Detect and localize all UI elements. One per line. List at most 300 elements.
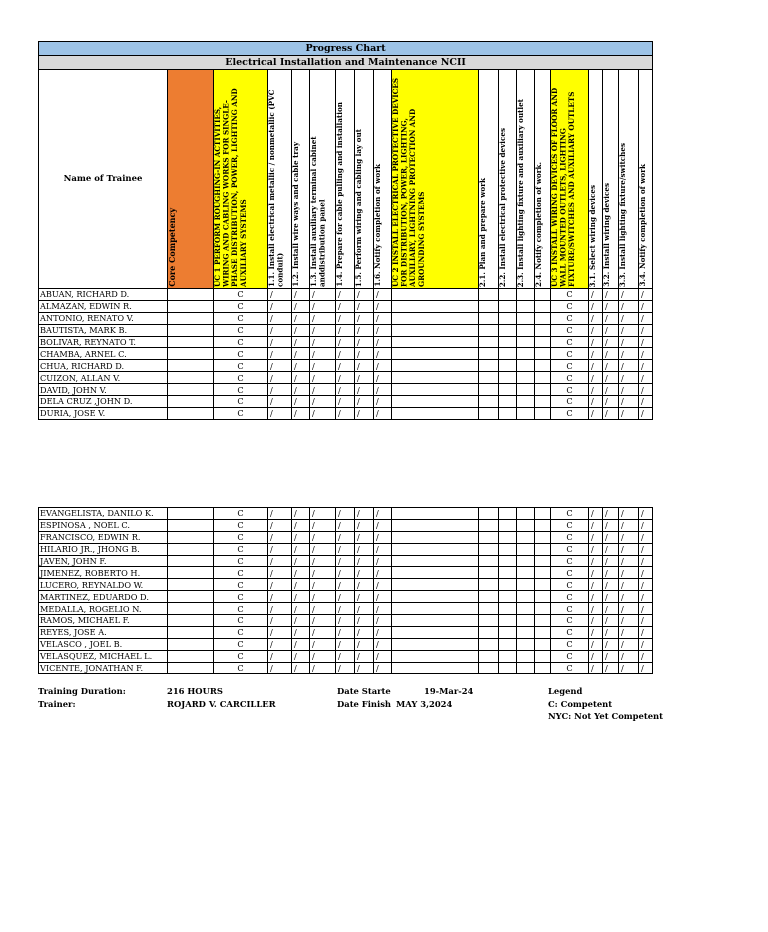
task-3-2-mark: / [603, 324, 619, 336]
core-competency-header: Core Competency [167, 208, 177, 287]
task-3-1-mark: / [589, 543, 603, 555]
task-3-3-mark: / [619, 638, 639, 650]
task-1-6-mark: / [374, 324, 392, 336]
task-3-4-mark: / [639, 650, 653, 662]
task-3-4-mark: / [639, 662, 653, 674]
task-2-2-mark [499, 650, 517, 662]
uc1-result: C [214, 638, 268, 650]
task-2-3-mark [517, 543, 535, 555]
task-2-1-mark [479, 372, 499, 384]
task-2-3-mark [517, 312, 535, 324]
uc2-result [392, 579, 479, 591]
task-2-3-mark [517, 372, 535, 384]
trainee-group-1 [39, 289, 653, 420]
task-3-2-mark: / [603, 626, 619, 638]
core-competency-cell [168, 372, 214, 384]
task-1-2-mark: / [292, 360, 310, 372]
uc3-result: C [551, 407, 589, 419]
task-1-3-mark: / [310, 324, 336, 336]
task-3-4-header: 3.4. Notify completion of work [638, 164, 647, 287]
task-1-6-mark: / [374, 591, 392, 603]
task-2-3-mark [517, 579, 535, 591]
task-3-4-mark: / [639, 543, 653, 555]
task-2-4-mark [535, 324, 551, 336]
uc2-result [392, 300, 479, 312]
task-2-3-mark [517, 300, 535, 312]
uc1-result: C [214, 312, 268, 324]
task-1-4-header: 1.4. Prepare for cable pulling and installation [335, 102, 344, 287]
task-1-5-mark: / [355, 591, 374, 603]
uc3-result: C [551, 336, 589, 348]
trainee-row [39, 519, 653, 531]
core-competency-cell [168, 396, 214, 408]
task-1-4-mark: / [336, 638, 355, 650]
uc3-result: C [551, 508, 589, 520]
legend-competent: C: Competent [548, 699, 613, 709]
task-3-3-mark: / [619, 300, 639, 312]
uc1-result: C [214, 662, 268, 674]
task-3-4-mark: / [639, 372, 653, 384]
task-1-1-mark: / [268, 372, 292, 384]
task-3-1-mark: / [589, 638, 603, 650]
task-3-3-mark: / [619, 603, 639, 615]
task-1-1-mark: / [268, 591, 292, 603]
task-3-4-mark: / [639, 336, 653, 348]
uc3-result: C [551, 650, 589, 662]
task-1-5-mark: / [355, 348, 374, 360]
uc3-result: C [551, 626, 589, 638]
task-1-6-mark: / [374, 615, 392, 627]
task-1-1-mark: / [268, 650, 292, 662]
task-1-2-mark: / [292, 396, 310, 408]
task-1-3-mark: / [310, 300, 336, 312]
task-1-2-mark: / [292, 531, 310, 543]
task-3-4-mark: / [639, 324, 653, 336]
task-3-2-mark: / [603, 407, 619, 419]
task-2-1-mark [479, 300, 499, 312]
task-2-3-mark [517, 591, 535, 603]
uc3-result: C [551, 638, 589, 650]
task-1-3-mark: / [310, 531, 336, 543]
task-2-4-mark [535, 519, 551, 531]
task-1-5-mark: / [355, 662, 374, 674]
uc3-result: C [551, 615, 589, 627]
task-1-1-mark: / [268, 615, 292, 627]
trainee-name: DELA CRUZ ,JOHN D. [39, 396, 168, 408]
task-3-3-mark: / [619, 579, 639, 591]
task-1-1-mark: / [268, 603, 292, 615]
task-1-3-mark: / [310, 360, 336, 372]
task-1-3-mark: / [310, 650, 336, 662]
task-3-3-mark: / [619, 543, 639, 555]
task-3-2-mark: / [603, 555, 619, 567]
task-3-4-mark: / [639, 579, 653, 591]
trainee-name: JIMENEZ, ROBERTO H. [39, 567, 168, 579]
task-3-4-mark: / [639, 384, 653, 396]
trainee-row [39, 384, 653, 396]
task-2-3-mark [517, 650, 535, 662]
task-2-1-mark [479, 579, 499, 591]
uc2-result [392, 531, 479, 543]
task-1-1-mark: / [268, 567, 292, 579]
trainee-row [39, 372, 653, 384]
task-3-2-header: 3.2. Install wiring devices [602, 183, 611, 287]
page-gap [38, 419, 653, 507]
task-2-4-mark [535, 312, 551, 324]
uc3-result: C [551, 360, 589, 372]
task-2-3-mark [517, 603, 535, 615]
uc1-result: C [214, 407, 268, 419]
uc3-result: C [551, 591, 589, 603]
task-1-2-mark: / [292, 336, 310, 348]
core-competency-cell [168, 531, 214, 543]
uc3-result: C [551, 662, 589, 674]
task-3-3-mark: / [619, 336, 639, 348]
task-2-3-mark [517, 555, 535, 567]
uc2-result [392, 543, 479, 555]
task-3-1-mark: / [589, 555, 603, 567]
task-3-3-mark: / [619, 662, 639, 674]
uc3-result: C [551, 312, 589, 324]
task-2-1-mark [479, 508, 499, 520]
task-2-2-mark [499, 591, 517, 603]
task-1-2-mark: / [292, 615, 310, 627]
core-competency-cell [168, 555, 214, 567]
task-2-1-mark [479, 519, 499, 531]
uc1-result: C [214, 531, 268, 543]
task-1-5-mark: / [355, 555, 374, 567]
trainee-name: LUCERO, REYNALDO W. [39, 579, 168, 591]
task-1-2-mark: / [292, 626, 310, 638]
task-2-2-mark [499, 384, 517, 396]
trainee-name: CHUA, RICHARD D. [39, 360, 168, 372]
core-competency-cell [168, 603, 214, 615]
task-1-6-mark: / [374, 396, 392, 408]
core-competency-cell [168, 579, 214, 591]
task-3-1-mark: / [589, 372, 603, 384]
task-1-2-header: 1.2. Install wire ways and cable tray [291, 142, 300, 287]
task-3-1-mark: / [589, 312, 603, 324]
trainee-name: EVANGELISTA, DANILO K. [39, 508, 168, 520]
task-2-1-mark [479, 603, 499, 615]
task-1-4-mark: / [336, 312, 355, 324]
trainee-row [39, 591, 653, 603]
task-1-2-mark: / [292, 638, 310, 650]
chart-title: Progress Chart [39, 42, 653, 56]
date-started-label: Date Starte [337, 686, 391, 696]
task-1-4-mark: / [336, 603, 355, 615]
task-2-3-mark [517, 384, 535, 396]
trainee-name: VELASCO , JOEL B. [39, 638, 168, 650]
task-3-3-mark: / [619, 615, 639, 627]
task-1-6-mark: / [374, 508, 392, 520]
task-1-3-mark: / [310, 384, 336, 396]
task-1-2-mark: / [292, 312, 310, 324]
task-1-4-mark: / [336, 555, 355, 567]
task-3-3-mark: / [619, 360, 639, 372]
trainer-label: Trainer: [38, 699, 76, 709]
trainee-name: VELASQUEZ, MICHAEL L. [39, 650, 168, 662]
trainee-name: CUIZON, ALLAN V. [39, 372, 168, 384]
uc1-result: C [214, 543, 268, 555]
trainee-row [39, 407, 653, 419]
trainee-row [39, 555, 653, 567]
uc2-header: UC 2 INSTALL ELECTRICAL PROTECTIVE DEVICES FOR DISTRIBUTION, POWER, LIGHTING, AUXILIARY, LIGHTNING PROTECTION AND GROUNDING SYSTEMS [391, 77, 426, 287]
task-1-6-mark: / [374, 300, 392, 312]
uc1-result: C [214, 615, 268, 627]
task-1-4-mark: / [336, 336, 355, 348]
name-of-trainee-header: Name of Trainee [39, 70, 168, 289]
task-1-5-header: 1.5. Perform wiring and cabling lay out [354, 128, 363, 287]
task-3-2-mark: / [603, 579, 619, 591]
trainee-name: JAVEN, JOHN F. [39, 555, 168, 567]
task-1-6-mark: / [374, 519, 392, 531]
task-2-3-mark [517, 638, 535, 650]
uc3-result: C [551, 519, 589, 531]
task-1-2-mark: / [292, 603, 310, 615]
uc2-result [392, 626, 479, 638]
uc1-result: C [214, 396, 268, 408]
task-1-1-mark: / [268, 407, 292, 419]
task-2-3-mark [517, 567, 535, 579]
task-2-4-mark [535, 508, 551, 520]
task-2-2-mark [499, 348, 517, 360]
task-3-1-mark: / [589, 348, 603, 360]
trainee-row [39, 324, 653, 336]
uc1-result: C [214, 519, 268, 531]
task-1-5-mark: / [355, 567, 374, 579]
task-3-3-mark: / [619, 407, 639, 419]
task-3-1-mark: / [589, 508, 603, 520]
task-2-1-mark [479, 407, 499, 419]
task-3-2-mark: / [603, 300, 619, 312]
task-2-4-header: 2.4. Notify completion of work. [534, 161, 543, 287]
task-1-5-mark: / [355, 579, 374, 591]
task-3-2-mark: / [603, 531, 619, 543]
task-1-5-mark: / [355, 531, 374, 543]
task-3-1-mark: / [589, 626, 603, 638]
task-3-2-mark: / [603, 508, 619, 520]
core-competency-cell [168, 312, 214, 324]
date-finish-label: Date Finish [337, 699, 392, 709]
task-1-5-mark: / [355, 615, 374, 627]
task-1-3-mark: / [310, 662, 336, 674]
task-3-2-mark: / [603, 543, 619, 555]
task-1-2-mark: / [292, 348, 310, 360]
task-2-4-mark [535, 396, 551, 408]
uc2-result [392, 336, 479, 348]
task-1-1-mark: / [268, 638, 292, 650]
task-3-3-mark: / [619, 531, 639, 543]
task-1-5-mark: / [355, 603, 374, 615]
task-2-3-mark [517, 662, 535, 674]
trainee-row [39, 650, 653, 662]
task-2-3-mark [517, 348, 535, 360]
task-2-4-mark [535, 662, 551, 674]
task-1-6-header: 1.6. Notify completion of work [373, 164, 382, 287]
uc2-result [392, 519, 479, 531]
task-1-4-mark: / [336, 662, 355, 674]
progress-chart-table-continued [38, 507, 653, 674]
task-2-2-mark [499, 508, 517, 520]
task-1-2-mark: / [292, 300, 310, 312]
trainee-row [39, 626, 653, 638]
task-2-2-mark [499, 407, 517, 419]
task-2-2-mark [499, 336, 517, 348]
task-1-4-mark: / [336, 626, 355, 638]
task-1-3-mark: / [310, 519, 336, 531]
task-3-1-mark: / [589, 519, 603, 531]
uc1-result: C [214, 555, 268, 567]
task-3-1-mark: / [589, 289, 603, 301]
task-1-2-mark: / [292, 567, 310, 579]
task-1-6-mark: / [374, 650, 392, 662]
task-2-4-mark [535, 579, 551, 591]
task-3-1-mark: / [589, 336, 603, 348]
task-2-2-mark [499, 626, 517, 638]
task-1-2-mark: / [292, 372, 310, 384]
task-2-4-mark [535, 360, 551, 372]
task-3-2-mark: / [603, 638, 619, 650]
trainee-name: VICENTE, JONATHAN F. [39, 662, 168, 674]
task-1-3-mark: / [310, 348, 336, 360]
task-3-2-mark: / [603, 662, 619, 674]
uc1-result: C [214, 336, 268, 348]
trainee-group-2 [39, 508, 653, 674]
uc2-result [392, 324, 479, 336]
task-3-3-mark: / [619, 289, 639, 301]
uc3-result: C [551, 603, 589, 615]
task-3-3-mark: / [619, 650, 639, 662]
task-3-4-mark: / [639, 626, 653, 638]
trainee-row [39, 662, 653, 674]
uc3-result: C [551, 324, 589, 336]
task-1-4-mark: / [336, 360, 355, 372]
trainee-row [39, 543, 653, 555]
task-3-4-mark: / [639, 508, 653, 520]
task-1-1-mark: / [268, 579, 292, 591]
task-1-3-mark: / [310, 603, 336, 615]
task-2-4-mark [535, 372, 551, 384]
task-3-4-mark: / [639, 615, 653, 627]
task-1-2-mark: / [292, 543, 310, 555]
task-3-1-mark: / [589, 396, 603, 408]
task-2-4-mark [535, 615, 551, 627]
task-1-1-mark: / [268, 508, 292, 520]
task-1-4-mark: / [336, 519, 355, 531]
progress-chart-sheet [38, 41, 653, 420]
uc3-header: UC 3 INSTALL WIRING DEVICES OF FLOOR AND WALL MOUNTED OUTLETS, LIGHTING FIXTURE/SWITCHES AND AUXILIARY OUTLETS [550, 87, 577, 287]
task-3-3-mark: / [619, 567, 639, 579]
uc1-result: C [214, 384, 268, 396]
task-3-1-mark: / [589, 591, 603, 603]
progress-chart-table [38, 41, 653, 420]
task-1-5-mark: / [355, 384, 374, 396]
task-2-3-mark [517, 508, 535, 520]
core-competency-cell [168, 324, 214, 336]
task-3-3-mark: / [619, 348, 639, 360]
task-1-4-mark: / [336, 324, 355, 336]
legend-not-yet-competent: NYC: Not Yet Competent [548, 711, 663, 721]
core-competency-cell [168, 519, 214, 531]
task-2-2-mark [499, 372, 517, 384]
task-1-5-mark: / [355, 396, 374, 408]
task-3-2-mark: / [603, 360, 619, 372]
task-3-2-mark: / [603, 372, 619, 384]
trainee-name: ESPINOSA , NOEL C. [39, 519, 168, 531]
task-3-2-mark: / [603, 384, 619, 396]
uc3-result: C [551, 567, 589, 579]
trainee-name: BAUTISTA, MARK B. [39, 324, 168, 336]
task-1-3-mark: / [310, 336, 336, 348]
uc2-result [392, 348, 479, 360]
uc1-header: UC 1 PERFORM ROUGHING-IN ACTIVITIES, WIRING AND CABLING WORKS FOR SINGLE-PHASE DISTRIBUTION, POWER, LIGHTING AND AUXILIARY SYSTEMS [213, 88, 248, 287]
task-2-1-mark [479, 360, 499, 372]
task-1-4-mark: / [336, 543, 355, 555]
task-2-2-mark [499, 300, 517, 312]
task-1-1-header: 1.1. Install electrical metallic / nonmetallic (PVC conduit) [267, 89, 285, 287]
task-2-4-mark [535, 300, 551, 312]
uc2-result [392, 555, 479, 567]
task-2-2-mark [499, 662, 517, 674]
uc2-result [392, 312, 479, 324]
task-3-3-mark: / [619, 508, 639, 520]
trainee-row [39, 531, 653, 543]
task-1-5-mark: / [355, 289, 374, 301]
date-finish-value: MAY 3,2024 [396, 699, 453, 709]
task-2-4-mark [535, 591, 551, 603]
trainee-row [39, 638, 653, 650]
core-competency-cell [168, 508, 214, 520]
task-3-4-mark: / [639, 312, 653, 324]
task-3-1-header: 3.1. Select wiring devices [588, 184, 597, 287]
uc2-result [392, 638, 479, 650]
task-2-3-mark [517, 519, 535, 531]
task-1-1-mark: / [268, 348, 292, 360]
task-3-3-header: 3.3. Install lighting fixture/switches [618, 142, 627, 287]
trainee-row [39, 508, 653, 520]
task-1-2-mark: / [292, 591, 310, 603]
task-2-2-mark [499, 312, 517, 324]
task-3-3-mark: / [619, 312, 639, 324]
task-2-2-mark [499, 519, 517, 531]
task-2-1-mark [479, 289, 499, 301]
core-competency-cell [168, 407, 214, 419]
task-3-3-mark: / [619, 396, 639, 408]
task-1-5-mark: / [355, 508, 374, 520]
task-3-4-mark: / [639, 348, 653, 360]
task-1-4-mark: / [336, 508, 355, 520]
task-3-4-mark: / [639, 591, 653, 603]
task-2-1-header: 2.1. Plan and prepare work [478, 177, 487, 287]
task-1-4-mark: / [336, 289, 355, 301]
task-1-1-mark: / [268, 662, 292, 674]
task-2-2-mark [499, 396, 517, 408]
trainee-name: RAMOS, MICHAEL F. [39, 615, 168, 627]
task-2-1-mark [479, 615, 499, 627]
trainee-name: HILARIO JR., JHONG B. [39, 543, 168, 555]
uc2-result [392, 360, 479, 372]
task-1-4-mark: / [336, 407, 355, 419]
task-1-6-mark: / [374, 543, 392, 555]
task-1-3-mark: / [310, 312, 336, 324]
task-1-4-mark: / [336, 348, 355, 360]
task-1-4-mark: / [336, 591, 355, 603]
task-1-2-mark: / [292, 324, 310, 336]
uc1-result: C [214, 324, 268, 336]
task-3-2-mark: / [603, 312, 619, 324]
task-1-1-mark: / [268, 519, 292, 531]
